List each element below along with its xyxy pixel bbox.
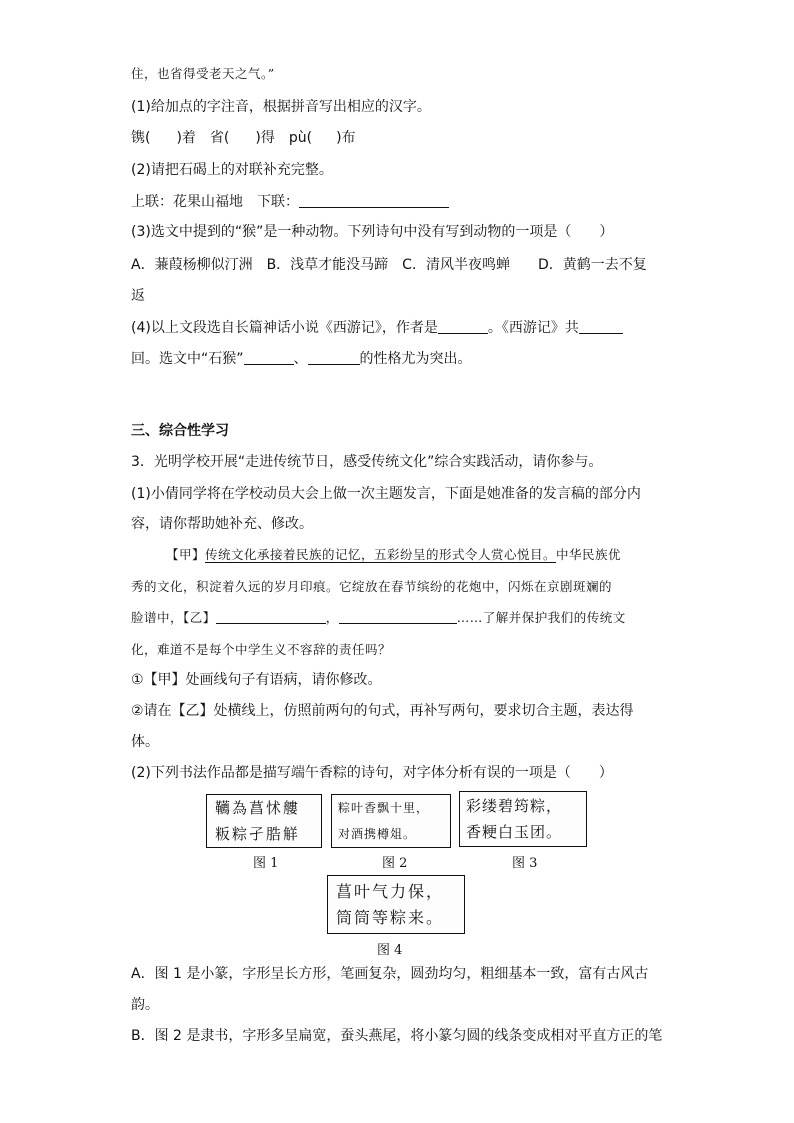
question-1-3: (3)选文中提到的“猴”是一种动物。下列诗句中没有写到动物的一项是（ ）: [131, 224, 614, 240]
text-line: 住，也省得受老天之气。”: [131, 66, 275, 81]
option-a: A．图 1 是小篆，字形呈长方形，笔画复杂，圆劲均匀，粗细基本一致，富有古风古: [131, 966, 649, 982]
text: 的性格尤为突出。: [359, 351, 472, 367]
text-line: [131, 349, 472, 369]
text: 上联：花果山福地 下联：: [131, 194, 299, 210]
sub-question: ②请在【乙】处横线上，仿照前两句的句式，再补写两句，要求切合主题，表达得: [131, 703, 634, 719]
sub-question: ①【甲】处画线句子有语病，请你修改。: [131, 672, 382, 688]
calligraphy-figure-3: [459, 791, 587, 847]
figure-text: 筒筒等粽来。: [336, 907, 445, 927]
options-row: A．蒹葭杨柳似汀洲 B．浅草才能没马蹄 C．清风半夜鸣蝉 D．黄鹤一去不复: [131, 257, 647, 273]
calligraphy-figure-2: [331, 794, 451, 848]
figure-text: 对酒携樽俎。: [338, 827, 417, 841]
question-3-2: (2)下列书法作品都是描写端午香粽的诗句，对字体分析有误的一项是（ ）: [131, 765, 613, 781]
answer-blank[interactable]: [579, 319, 623, 334]
question-1-2: (2)请把石碣上的对联补充完整。: [131, 162, 333, 178]
question-1-1: (1)给加点的字注音，根据拼音写出相应的汉字。: [131, 99, 431, 115]
text: (4)以上文段选自长篇神话小说《西游记》，作者是: [131, 320, 438, 336]
text: 中华民族优: [556, 547, 622, 562]
figure-caption: 图 4: [377, 943, 403, 958]
figure-caption: 图 1: [253, 856, 279, 871]
section-heading: 三、综合性学习: [131, 423, 229, 439]
couplet-row: [131, 192, 449, 212]
figure-caption: 图 2: [382, 856, 408, 871]
option-b: B．图 2 是隶书，字形多呈扁宽，蚕头燕尾，将小篆匀圆的线条变成相对平直方正的笔: [131, 1028, 663, 1044]
calligraphy-figure-1: [206, 794, 322, 848]
answer-blank[interactable]: [244, 350, 294, 365]
question-3: 3．光明学校开展“走进传统节日，感受传统文化”综合实践活动，请你参与。: [131, 454, 603, 470]
answer-blank[interactable]: [299, 193, 449, 208]
text: )得 pù(: [255, 130, 313, 146]
text-line: 返: [131, 288, 145, 304]
text: 。《西游记》共: [487, 320, 579, 336]
text: ，: [325, 610, 339, 625]
question-1-4: [131, 318, 623, 338]
figure-text: 菖叶气力保，: [336, 881, 445, 901]
text: 回。选文中“石猴”: [131, 351, 244, 367]
figure-text: 香粳白玉团。: [466, 823, 563, 841]
underlined-sentence: 传统文化承接着民族的记忆，五彩纷呈的形式令人赏心悦目。: [205, 547, 557, 562]
text: )布: [336, 130, 356, 146]
answer-blank[interactable]: [438, 319, 488, 334]
text-line: 容，请你帮助她补充、修改。: [131, 516, 313, 532]
text: )着 省(: [176, 130, 230, 146]
label: 【甲】: [166, 547, 206, 562]
text: 镌(: [131, 130, 151, 146]
figure-caption: 图 3: [512, 856, 538, 871]
text: 脸谱中，【乙】: [131, 610, 216, 625]
figure-text: 粽叶香飘十里，: [338, 801, 430, 815]
answer-blank[interactable]: [339, 609, 457, 624]
pinyin-row: [131, 128, 356, 148]
passage-line: 秀的文化，积淀着久远的岁月印痕。它绽放在春节缤纷的花炮中，闪烁在京剧斑斓的: [131, 579, 613, 594]
passage-line: 化，难道不是每个中学生义不容辞的责任吗？: [131, 642, 392, 657]
figure-text: 韉為菖怵艛: [215, 799, 301, 817]
figure-text: 彩缕碧筠粽，: [466, 797, 563, 815]
passage-line: [166, 545, 621, 565]
question-3-1: (1)小倩同学将在学校动员大会上做一次主题发言，下面是她准备的发言稿的部分内: [131, 486, 641, 502]
answer-blank[interactable]: [216, 609, 326, 624]
text: ……了解并保护我们的传统文: [456, 610, 626, 625]
passage-line: [131, 608, 626, 628]
answer-blank[interactable]: [308, 350, 360, 365]
text-line: 体。: [131, 734, 159, 750]
text-line: 韵。: [131, 997, 159, 1013]
text: 、: [293, 351, 308, 367]
calligraphy-figure-4: [327, 875, 465, 934]
figure-text: 粄粽孑㬶觧: [215, 825, 301, 843]
